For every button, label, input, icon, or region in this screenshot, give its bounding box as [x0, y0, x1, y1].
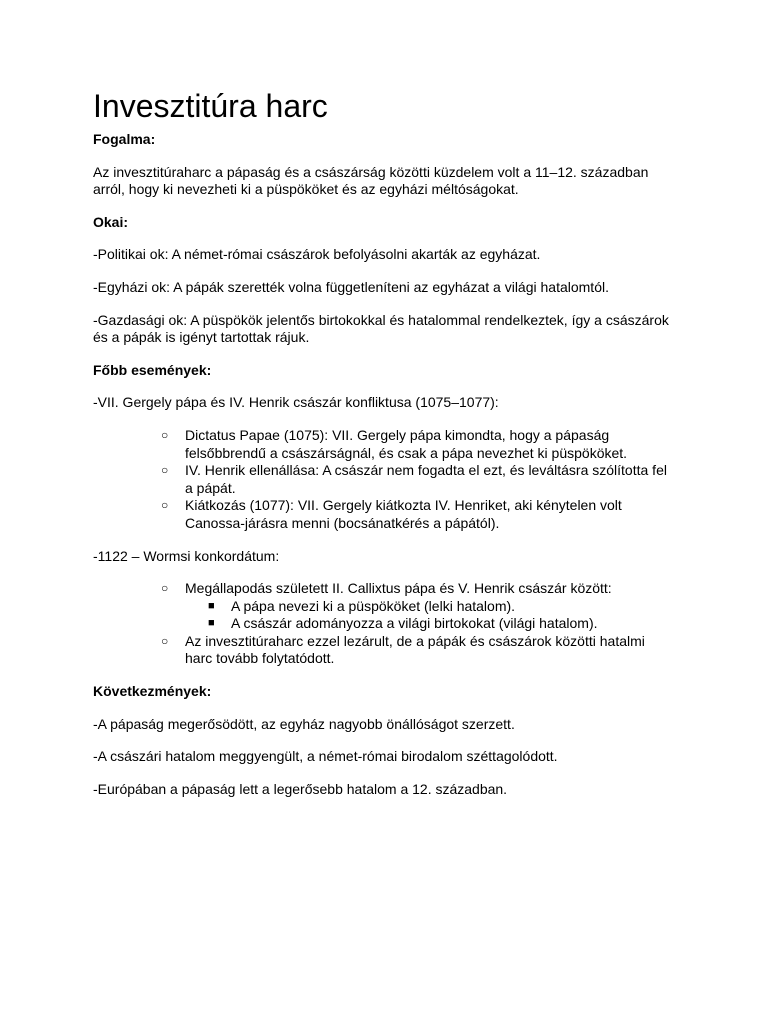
hollow-circle-bullet-icon: ○	[161, 498, 169, 513]
document-title: Invesztitúra harc	[93, 88, 328, 124]
hollow-circle-bullet-icon: ○	[161, 427, 169, 442]
list-item-text: Megállapodás született II. Callixtus pápa és V. Henrik császár között:	[185, 580, 612, 597]
list-item-text: A pápa nevezi ki a püspököket (lelki hatalom).	[231, 597, 516, 614]
list-item-text: IV. Henrik ellenállása: A császár nem fogadta el ezt, és leváltásra szólította fel a pápát.	[185, 462, 667, 496]
list-item-text: A császár adományozza a világi birtokokat (világi hatalom).	[231, 615, 598, 632]
kovetkezmenyek-heading: Következmények:	[93, 683, 212, 700]
event-2-sublist	[185, 598, 673, 633]
consequence-item: -A pápaság megerősödött, az egyház nagyobb önállóságot szerzett.	[93, 715, 515, 732]
list-item	[93, 497, 673, 532]
okai-heading: Okai:	[93, 213, 129, 230]
consequence-item: -A császári hatalom meggyengült, a német-római birodalom széttagolódott.	[93, 748, 558, 765]
document-page	[93, 86, 673, 798]
list-item-text: Az invesztitúraharc ezzel lezárult, de a pápák és császárok közötti hatalmi harc tovább folytatódott.	[185, 632, 645, 667]
hollow-circle-bullet-icon: ○	[161, 633, 169, 648]
event-1-list	[93, 427, 673, 533]
consequence-item: -Európában a pápaság lett a legerősebb hatalom a 12. században.	[93, 780, 508, 797]
event-1-title: -VII. Gergely pápa és IV. Henrik császár konfliktusa (1075–1077):	[93, 394, 499, 411]
hollow-circle-bullet-icon: ○	[161, 463, 169, 478]
okai-item-economic: -Gazdasági ok: A püspökök jelentős birtokokkal és hatalommal rendelkeztek, így a császárok és a pápák is igényt tartottak rájuk.	[93, 311, 669, 346]
event-2-title: -1122 – Wormsi konkordátum:	[93, 547, 280, 564]
list-item	[93, 633, 673, 668]
event-2-list	[93, 580, 673, 668]
list-item-text: Kiátkozás (1077): VII. Gergely kiátkozta IV. Henriket, aki kénytelen volt Canossa-járásra menni (bocsánatkérés a pápától).	[185, 497, 622, 531]
hollow-circle-bullet-icon: ○	[161, 581, 169, 596]
esemenyek-heading: Főbb események:	[93, 361, 212, 378]
fogalma-text: Az invesztitúraharc a pápaság és a császárság közötti küzdelem volt a 11–12. században arról, hogy ki nevezheti ki a püspököket és az egyházi méltóságokat.	[93, 163, 649, 198]
list-item	[185, 615, 673, 633]
list-item	[93, 427, 673, 462]
list-item	[93, 462, 673, 497]
square-bullet-icon: ■	[208, 599, 215, 612]
okai-item-political: -Politikai ok: A német-római császárok befolyásolni akarták az egyházat.	[93, 246, 541, 263]
list-item	[185, 598, 673, 616]
list-item-text: Dictatus Papae (1075): VII. Gergely pápa kimondta, hogy a pápaság felsőbbrendű a császárságnál, és csak a pápa nevezhet ki püspököket.	[185, 426, 628, 461]
square-bullet-icon: ■	[208, 617, 215, 630]
fogalma-heading: Fogalma:	[93, 131, 156, 147]
list-item	[93, 580, 673, 633]
okai-item-church: -Egyházi ok: A pápák szerették volna függetleníteni az egyházat a világi hatalomtól.	[93, 278, 609, 295]
